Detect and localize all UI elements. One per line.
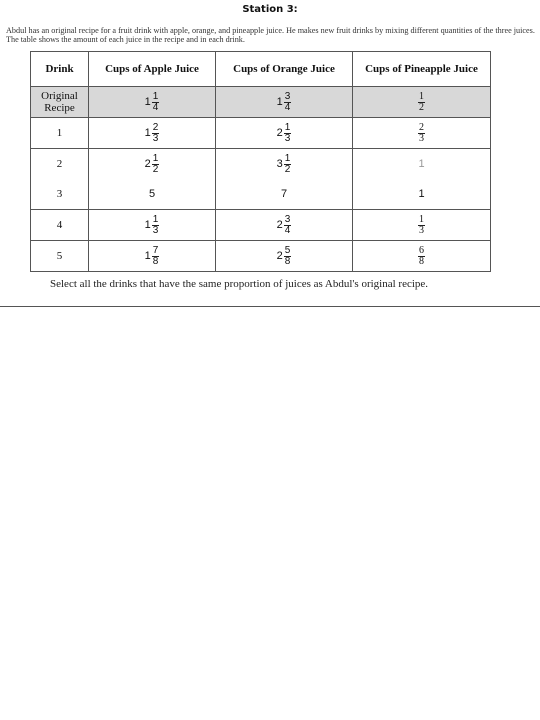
denominator: 2 [419, 102, 424, 113]
orange-cell [216, 179, 353, 210]
denominator: 2 [152, 163, 159, 175]
fraction [284, 215, 292, 236]
header-orange: Cups of Orange Juice [216, 52, 353, 87]
numerator: 7 [152, 244, 159, 256]
pineapple-cell [353, 118, 491, 149]
pineapple-cell [353, 87, 491, 118]
drink-label: 1 [31, 118, 89, 149]
drink-label: 4 [31, 210, 89, 241]
numerator: 2 [152, 121, 159, 133]
denominator: 3 [152, 224, 159, 236]
denominator: 4 [152, 101, 159, 113]
numerator: 3 [284, 90, 291, 102]
numerator: 1 [152, 90, 159, 102]
orange-cell [216, 149, 353, 180]
denominator: 4 [284, 101, 291, 113]
mixed-number [145, 154, 160, 175]
fraction [284, 123, 292, 144]
header-pineapple: Cups of Pineapple Juice [353, 52, 491, 87]
numerator: 1 [284, 152, 291, 164]
table-row [31, 210, 491, 241]
drink-label: 3 [31, 179, 89, 210]
denominator: 4 [284, 224, 291, 236]
denominator: 3 [284, 132, 291, 144]
numerator: 5 [284, 244, 291, 256]
header-apple: Cups of Apple Juice [89, 52, 216, 87]
whole-part: 3 [276, 158, 283, 170]
fraction [284, 154, 292, 175]
mixed-number [277, 215, 292, 236]
whole-part: 1 [144, 219, 151, 231]
pineapple-cell [353, 210, 491, 241]
mixed-number [277, 246, 292, 267]
drink-label: 5 [31, 241, 89, 272]
header-drink: Drink [31, 52, 89, 87]
denominator: 8 [152, 255, 159, 267]
whole-part: 2 [276, 219, 283, 231]
apple-value: 5 [148, 188, 156, 200]
apple-cell [89, 149, 216, 180]
orange-cell [216, 210, 353, 241]
drink-label: Original Recipe [31, 87, 89, 118]
mixed-number [145, 215, 160, 236]
fraction [152, 246, 160, 267]
pineapple-cell [353, 241, 491, 272]
numerator: 1 [152, 213, 159, 225]
fraction [152, 215, 160, 236]
fraction [418, 215, 425, 236]
fraction [418, 246, 425, 267]
numerator: 3 [284, 213, 291, 225]
whole-part: 1 [144, 96, 151, 108]
mixed-number [145, 123, 160, 144]
denominator: 8 [419, 256, 424, 267]
whole-part: 2 [144, 158, 151, 170]
whole-part: 2 [276, 127, 283, 139]
question-prompt: Select all the drinks that have the same proportion of juices as Abdul's original recipe. [50, 278, 429, 290]
fraction [418, 92, 425, 113]
orange-cell [216, 87, 353, 118]
table-row [31, 87, 491, 118]
mixed-number [277, 154, 292, 175]
divider [0, 306, 540, 307]
apple-cell [89, 210, 216, 241]
table-header-row [31, 52, 491, 87]
fraction [152, 92, 160, 113]
table-row [31, 149, 491, 180]
fraction [418, 123, 425, 144]
denominator: 2 [284, 163, 291, 175]
mixed-number [145, 246, 160, 267]
whole-part: 1 [276, 96, 283, 108]
apple-cell [89, 118, 216, 149]
numerator: 1 [284, 121, 291, 133]
fraction [284, 92, 292, 113]
fraction [152, 123, 160, 144]
denominator: 3 [419, 133, 424, 144]
whole-part: 1 [144, 250, 151, 262]
denominator: 8 [284, 255, 291, 267]
apple-cell [89, 241, 216, 272]
numerator: 2 [419, 122, 424, 133]
denominator: 3 [419, 225, 424, 236]
station-title: Station 3: [242, 4, 298, 15]
table-row [31, 118, 491, 149]
table-row [31, 179, 491, 210]
pineapple-value: 1 [418, 188, 425, 200]
whole-part: 2 [276, 250, 283, 262]
juice-table [30, 51, 491, 272]
apple-cell [89, 179, 216, 210]
fraction [284, 246, 292, 267]
numerator: 1 [419, 91, 424, 102]
fraction [152, 154, 160, 175]
numerator: 6 [419, 245, 424, 256]
numerator: 1 [152, 152, 159, 164]
orange-cell [216, 241, 353, 272]
pineapple-value: 1 [418, 158, 425, 170]
orange-cell [216, 118, 353, 149]
whole-part: 1 [144, 127, 151, 139]
problem-intro: Abdul has an original recipe for a fruit drink with apple, orange, and pineapple juice. He makes new fruit drinks by mixing different quantities of the three juices. The table shows the amount of each juice in the recipe and in each drink. [6, 26, 535, 44]
numerator: 1 [419, 214, 424, 225]
denominator: 3 [152, 132, 159, 144]
mixed-number [277, 92, 292, 113]
apple-cell [89, 87, 216, 118]
pineapple-cell [353, 149, 491, 180]
pineapple-cell [353, 179, 491, 210]
drink-label: 2 [31, 149, 89, 180]
mixed-number [277, 123, 292, 144]
table-row [31, 241, 491, 272]
mixed-number [145, 92, 160, 113]
orange-value: 7 [280, 188, 288, 200]
